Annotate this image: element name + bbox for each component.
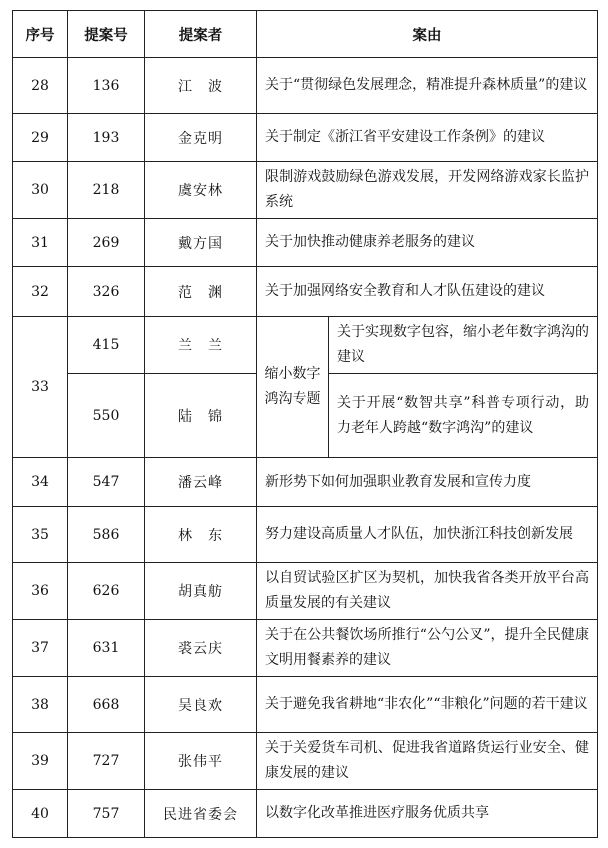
cell-proposal-no: 193	[68, 114, 145, 162]
table-row	[13, 790, 598, 838]
cell-reason: 以数字化改革推进医疗服务优质共享	[257, 790, 598, 838]
cell-proposal-no: 415	[68, 317, 145, 374]
cell-reason: 关于关爱货车司机、促进我省道路货运行业安全、健康发展的建议	[257, 733, 598, 790]
table-row	[13, 677, 598, 733]
cell-proposal-no: 631	[68, 620, 145, 677]
table-row-group	[13, 317, 598, 374]
table-row	[13, 162, 598, 219]
cell-seq: 31	[13, 219, 68, 267]
cell-proposal-no: 218	[68, 162, 145, 219]
table-row	[13, 58, 598, 114]
cell-topic: 缩小数字鸿沟专题	[257, 317, 329, 458]
cell-proposal-no: 727	[68, 733, 145, 790]
cell-proposal-no: 757	[68, 790, 145, 838]
table-row	[13, 563, 598, 620]
cell-seq: 37	[13, 620, 68, 677]
cell-proposal-no: 586	[68, 507, 145, 563]
cell-reason: 关于在公共餐饮场所推行“公勺公叉”，提升全民健康文明用餐素养的建议	[257, 620, 598, 677]
cell-reason: 关于制定《浙江省平安建设工作条例》的建议	[257, 114, 598, 162]
cell-proposer: 林 东	[145, 507, 257, 563]
table-row	[13, 114, 598, 162]
proposal-table	[12, 10, 598, 838]
cell-seq: 32	[13, 267, 68, 317]
cell-proposer: 兰 兰	[145, 317, 257, 374]
table-row	[13, 620, 598, 677]
cell-reason: 努力建设高质量人才队伍，加快浙江科技创新发展	[257, 507, 598, 563]
table-row	[13, 267, 598, 317]
cell-proposal-no: 626	[68, 563, 145, 620]
cell-proposal-no: 547	[68, 458, 145, 507]
cell-reason: 限制游戏鼓励绿色游戏发展，开发网络游戏家长监护系统	[257, 162, 598, 219]
cell-proposer: 金克明	[145, 114, 257, 162]
cell-reason: 关于“贯彻绿色发展理念，精准提升森林质量”的建议	[257, 58, 598, 114]
table-row	[13, 507, 598, 563]
cell-seq: 33	[13, 317, 68, 458]
cell-seq: 34	[13, 458, 68, 507]
cell-seq: 29	[13, 114, 68, 162]
header-proposer: 提案者	[145, 11, 257, 58]
cell-proposal-no: 136	[68, 58, 145, 114]
cell-proposal-no: 326	[68, 267, 145, 317]
cell-proposer: 虞安林	[145, 162, 257, 219]
cell-proposer: 民进省委会	[145, 790, 257, 838]
cell-proposer: 裘云庆	[145, 620, 257, 677]
cell-reason: 关于实现数字包容，缩小老年数字鸿沟的建议	[329, 317, 598, 374]
cell-reason: 关于开展“数智共享”科普专项行动，助力老年人跨越“数字鸿沟”的建议	[329, 374, 598, 458]
cell-seq: 40	[13, 790, 68, 838]
cell-seq: 30	[13, 162, 68, 219]
cell-reason: 以自贸试验区扩区为契机，加快我省各类开放平台高质量发展的有关建议	[257, 563, 598, 620]
header-proposal-no: 提案号	[68, 11, 145, 58]
cell-proposer: 江 波	[145, 58, 257, 114]
cell-seq: 35	[13, 507, 68, 563]
cell-proposal-no: 550	[68, 374, 145, 458]
cell-seq: 38	[13, 677, 68, 733]
cell-proposer: 范 渊	[145, 267, 257, 317]
cell-proposer: 潘云峰	[145, 458, 257, 507]
header-row	[13, 11, 598, 58]
table-row	[13, 733, 598, 790]
cell-proposer: 陆 锦	[145, 374, 257, 458]
header-seq: 序号	[13, 11, 68, 58]
cell-reason: 关于避免我省耕地“非农化”“非粮化”问题的若干建议	[257, 677, 598, 733]
cell-proposer: 胡真舫	[145, 563, 257, 620]
cell-seq: 39	[13, 733, 68, 790]
table-row	[13, 219, 598, 267]
cell-proposal-no: 269	[68, 219, 145, 267]
cell-proposer: 张伟平	[145, 733, 257, 790]
cell-proposal-no: 668	[68, 677, 145, 733]
cell-reason: 关于加强网络安全教育和人才队伍建设的建议	[257, 267, 598, 317]
cell-proposer: 戴方国	[145, 219, 257, 267]
cell-proposer: 吴良欢	[145, 677, 257, 733]
header-reason: 案由	[257, 11, 598, 58]
cell-reason: 新形势下如何加强职业教育发展和宣传力度	[257, 458, 598, 507]
table-row	[13, 458, 598, 507]
cell-seq: 36	[13, 563, 68, 620]
cell-reason: 关于加快推动健康养老服务的建议	[257, 219, 598, 267]
cell-seq: 28	[13, 58, 68, 114]
